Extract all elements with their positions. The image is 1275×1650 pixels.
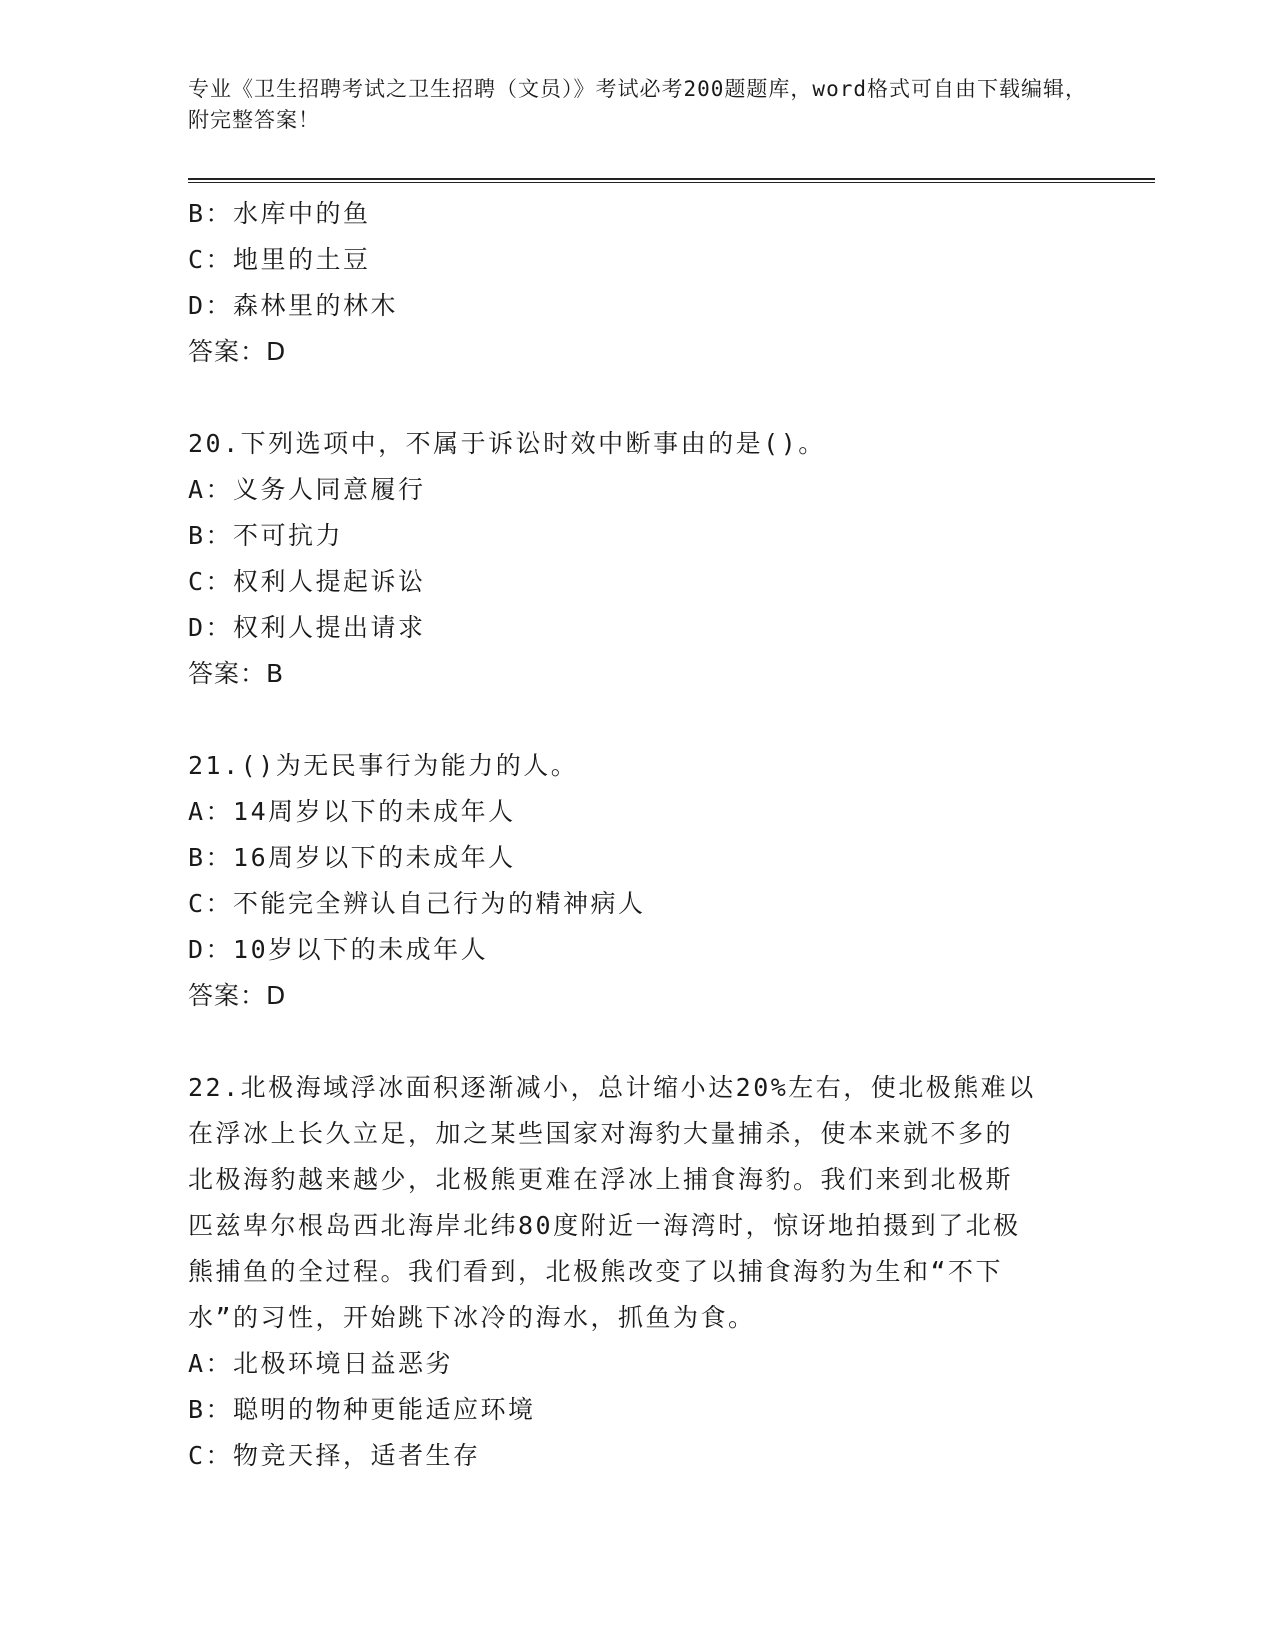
question-text: 20.下列选项中，不属于诉讼时效中断事由的是()。 xyxy=(188,429,826,458)
option-d: D：权利人提出请求 xyxy=(188,613,426,642)
answer-line: 答案：B xyxy=(188,659,285,688)
option-c: C：物竞天择，适者生存 xyxy=(188,1441,481,1470)
answer-line: 答案：D xyxy=(188,337,287,366)
option-b: B：不可抗力 xyxy=(188,521,344,550)
question-text: 21.()为无民事行为能力的人。 xyxy=(188,751,579,780)
question-text-line: 北极海豹越来越少，北极熊更难在浮冰上捕食海豹。我们来到北极斯 xyxy=(188,1165,1014,1194)
question-content xyxy=(188,191,1088,1479)
option-d: D：10岁以下的未成年人 xyxy=(188,935,489,964)
header-divider xyxy=(188,178,1155,183)
option-b: B：水库中的鱼 xyxy=(188,199,371,228)
option-a: A：北极环境日益恶劣 xyxy=(188,1349,454,1378)
document-header: 专业《卫生招聘考试之卫生招聘（文员）》考试必考200题题库，word格式可自由下载编辑，附完整答案！ xyxy=(188,77,1087,132)
option-b: B：16周岁以下的未成年人 xyxy=(188,843,516,872)
question-text-line: 水”的习性，开始跳下冰冷的海水，抓鱼为食。 xyxy=(188,1303,756,1332)
option-c: C：地里的土豆 xyxy=(188,245,371,274)
spacer xyxy=(188,375,1088,421)
question-text-line: 22.北极海域浮冰面积逐渐减小，总计缩小达20%左右，使北极熊难以 xyxy=(188,1073,1036,1102)
question-text-line: 匹兹卑尔根岛西北海岸北纬80度附近一海湾时，惊讶地拍摄到了北极 xyxy=(188,1211,1021,1240)
spacer xyxy=(188,1019,1088,1065)
option-a: A：义务人同意履行 xyxy=(188,475,426,504)
question-text-line: 熊捕鱼的全过程。我们看到，北极熊改变了以捕食海豹为生和“不下 xyxy=(188,1257,1004,1286)
spacer xyxy=(188,697,1088,743)
option-d: D：森林里的林木 xyxy=(188,291,399,320)
answer-line: 答案：D xyxy=(188,981,287,1010)
option-c: C：权利人提起诉讼 xyxy=(188,567,426,596)
question-19-block xyxy=(188,191,1088,375)
option-b: B：聪明的物种更能适应环境 xyxy=(188,1395,536,1424)
question-text-line: 在浮冰上长久立足，加之某些国家对海豹大量捕杀，使本来就不多的 xyxy=(188,1119,1014,1148)
option-a: A：14周岁以下的未成年人 xyxy=(188,797,516,826)
question-21-block xyxy=(188,743,1088,1019)
question-20-block xyxy=(188,421,1088,697)
option-c: C：不能完全辨认自己行为的精神病人 xyxy=(188,889,646,918)
question-22-block xyxy=(188,1065,1088,1479)
